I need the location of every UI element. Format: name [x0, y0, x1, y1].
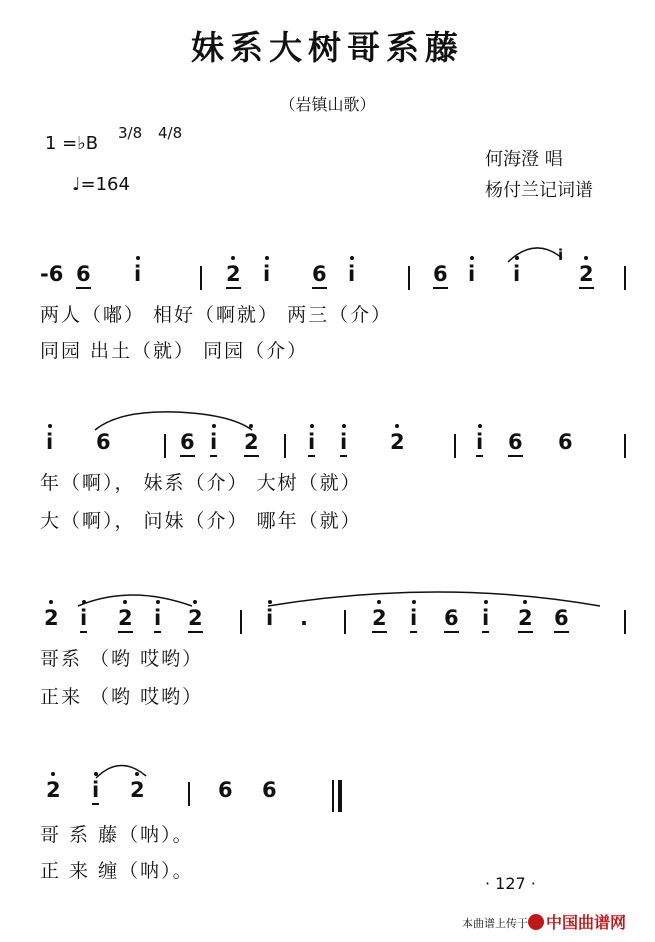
barline	[164, 434, 166, 458]
note: 2	[188, 606, 203, 633]
site-logo	[528, 910, 626, 933]
note: i	[468, 262, 476, 286]
note: 2	[518, 606, 533, 633]
lyrics-line-1: 哥系 （哟 哎哟）	[40, 648, 204, 670]
barline	[454, 434, 456, 458]
note: 6	[444, 606, 459, 633]
music-system-3	[38, 606, 628, 640]
note: i	[92, 778, 99, 805]
music-system-2	[38, 430, 628, 464]
grace-note: i	[558, 246, 564, 264]
time-signature-2: 4/8	[158, 124, 183, 142]
barline	[624, 266, 626, 290]
key-signature: 1 =♭B	[45, 133, 99, 154]
site-name: 中国曲谱网	[546, 913, 627, 932]
upload-note: 本曲谱上传于	[462, 917, 528, 930]
note: i	[482, 606, 489, 633]
note-dot: .	[300, 606, 308, 630]
note: 6	[433, 262, 448, 289]
note: 2	[46, 778, 61, 802]
note: i	[410, 606, 417, 633]
barline	[624, 610, 626, 634]
note: 6	[554, 606, 569, 633]
note: i	[263, 262, 271, 286]
barline	[344, 610, 346, 634]
slur	[268, 592, 600, 606]
note: i	[308, 430, 315, 457]
barline	[408, 266, 410, 290]
note: 6	[558, 430, 573, 454]
note: i	[266, 606, 274, 630]
recorder-credit: 杨付兰记词谱	[485, 180, 593, 201]
barline	[284, 434, 286, 458]
slur	[95, 412, 252, 430]
lyrics-line-2: 同园 出土（就） 同园（介）	[40, 340, 309, 362]
note: 2	[118, 606, 133, 633]
page-number: · 127 ·	[485, 874, 536, 893]
note: i	[210, 430, 217, 457]
lyrics-line-2: 正 来 缠（呐）。	[40, 860, 194, 882]
note: 2	[130, 778, 145, 802]
note: i	[340, 430, 347, 457]
music-system-4	[38, 778, 628, 812]
note: 6	[312, 262, 327, 289]
note: 2	[390, 430, 405, 454]
tempo-marking: ♩=164	[72, 174, 130, 195]
barline	[200, 266, 202, 290]
note: i	[80, 606, 87, 633]
time-signature-1: 3/8	[118, 124, 143, 142]
barline	[332, 780, 334, 812]
note: 2	[226, 262, 241, 289]
music-system-1	[38, 246, 628, 296]
barline	[188, 782, 190, 806]
note: 2	[579, 262, 594, 289]
note: i	[513, 262, 521, 286]
note: 6	[218, 778, 233, 802]
slur	[78, 595, 192, 606]
note: i	[46, 430, 54, 454]
note: 6	[262, 778, 277, 802]
lyrics-line-1: 哥 系 藤（呐）。	[40, 824, 194, 846]
lyrics-line-1: 年（啊）， 妹系（介） 大树（就）	[40, 472, 362, 494]
song-subtitle: （岩镇山歌）	[279, 95, 376, 114]
note: 6	[180, 430, 195, 457]
barline	[624, 434, 626, 458]
final-barline	[338, 780, 342, 812]
note: 2	[44, 606, 59, 630]
barline	[240, 610, 242, 634]
lyrics-line-2: 正来 （哟 哎哟）	[40, 686, 204, 708]
note: 6	[76, 262, 91, 289]
note: 6	[96, 430, 111, 454]
note: -6	[40, 262, 64, 286]
note: i	[348, 262, 356, 286]
singer-credit: 何海澄 唱	[485, 149, 563, 170]
note: 2	[244, 430, 259, 457]
note: 2	[372, 606, 387, 633]
song-title: 妹系大树哥系藤	[191, 28, 464, 67]
logo-icon	[528, 914, 544, 930]
lyrics-line-2: 大（啊）， 问妹（介） 哪年（就）	[40, 510, 362, 532]
note: 6	[508, 430, 523, 457]
note: i	[476, 430, 483, 457]
lyrics-line-1: 两人（嘟） 相好（啊就） 两三（介）	[40, 304, 393, 326]
note: i	[154, 606, 161, 633]
note: i	[134, 262, 142, 286]
